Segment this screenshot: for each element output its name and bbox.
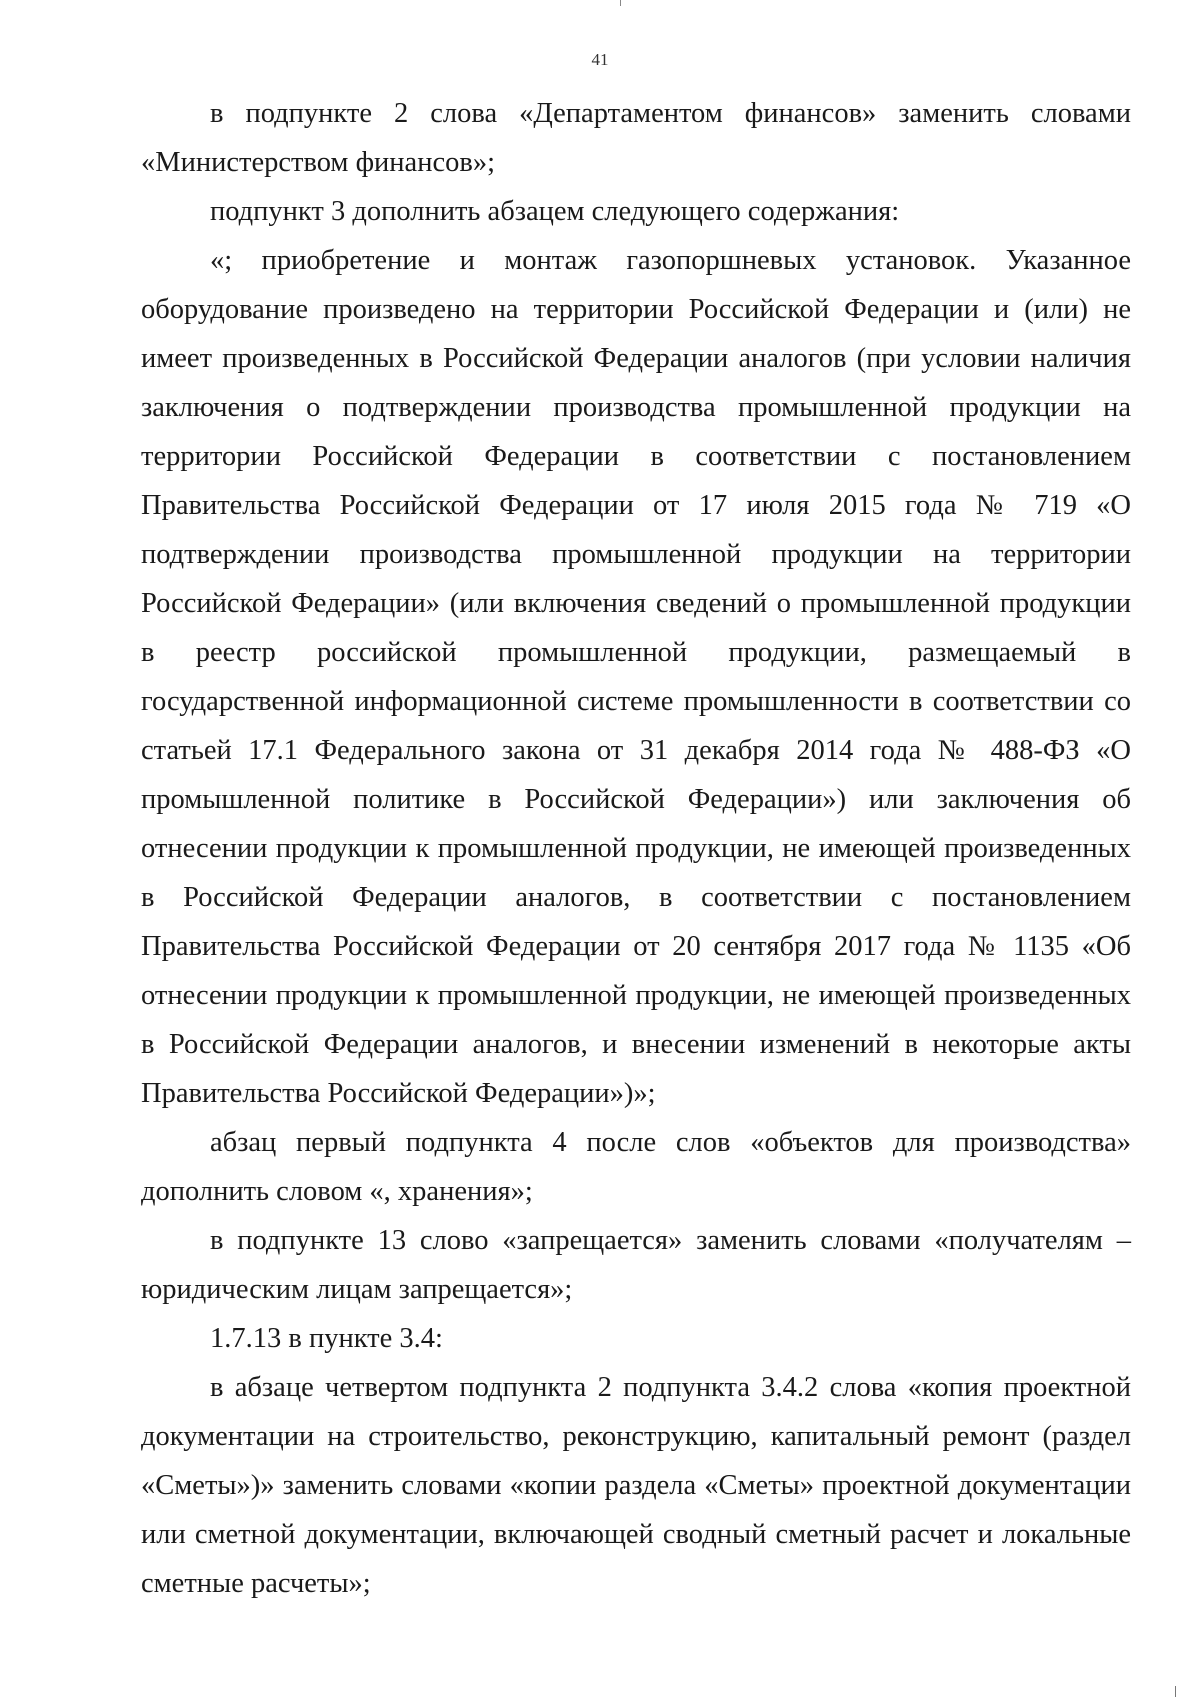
scan-artifact-bottom-tick — [1175, 1686, 1176, 1697]
document-body — [141, 89, 1131, 1608]
paragraph-podpunkt-3-4-2: в абзаце четвертом подпункта 2 подпункта 3.4.2 слова «копия проектной документации на строительство, реконструкцию, капитальный ремонт (раздел «Сметы»)» заменить словами «копии раздела «Сметы» проектной документации или сметной документации, включающей сводный сметный расчет и локальные сметные расчеты»; — [141, 1372, 1131, 1599]
page-number: 41 — [591, 50, 609, 69]
scan-artifact-top — [620, 0, 621, 6]
paragraph-podpunkt-3-intro: подпункт 3 дополнить абзацем следующего содержания: — [210, 196, 900, 227]
paragraph-clause-1-7-13: 1.7.13 в пункте 3.4: — [210, 1323, 443, 1354]
paragraph-podpunkt-2: в подпункте 2 слова «Департаментом финансов» заменить словами «Министерством финансов»; — [141, 98, 1131, 178]
paragraph-podpunkt-13: в подпункте 13 слово «запрещается» заменить словами «получателям – юридическим лицам запрещается»; — [141, 1225, 1131, 1305]
paragraph-gas-piston-installations: «; приобретение и монтаж газопоршневых установок. Указанное оборудование произведено на территории Российской Федерации и (или) не имеет произведенных в Российской Федерации аналогов (при условии наличия заключения о подтверждении производства промышленной продукции на территории Российской Федерации в соответствии с постановлением Правительства Российской Федерации от 17 июля 2015 года № 719 «О подтверждении производства промышленной продукции на территории Российской Федерации» (или включения сведений о промышленной продукции в реестр российской промышленной продукции, размещаемый в государственной информационной системе промышленности в соответствии со статьей 17.1 Федерального закона от 31 декабря 2014 года № 488-ФЗ «О промышленной политике в Российской Федерации») или заключения об отнесении продукции к промышленной продукции, не имеющей произведенных в Российской Федерации аналогов, в соответствии с постановлением Правительства Российской Федерации от 20 сентября 2017 года № 1135 «Об отнесении продукции к промышленной продукции, не имеющей произведенных в Российской Федерации аналогов, и внесении изменений в некоторые акты Правительства Российской Федерации»)»; — [141, 245, 1131, 1109]
paragraph-podpunkt-4: абзац первый подпункта 4 после слов «объектов для производства» дополнить словом «, хранения»; — [141, 1127, 1131, 1207]
